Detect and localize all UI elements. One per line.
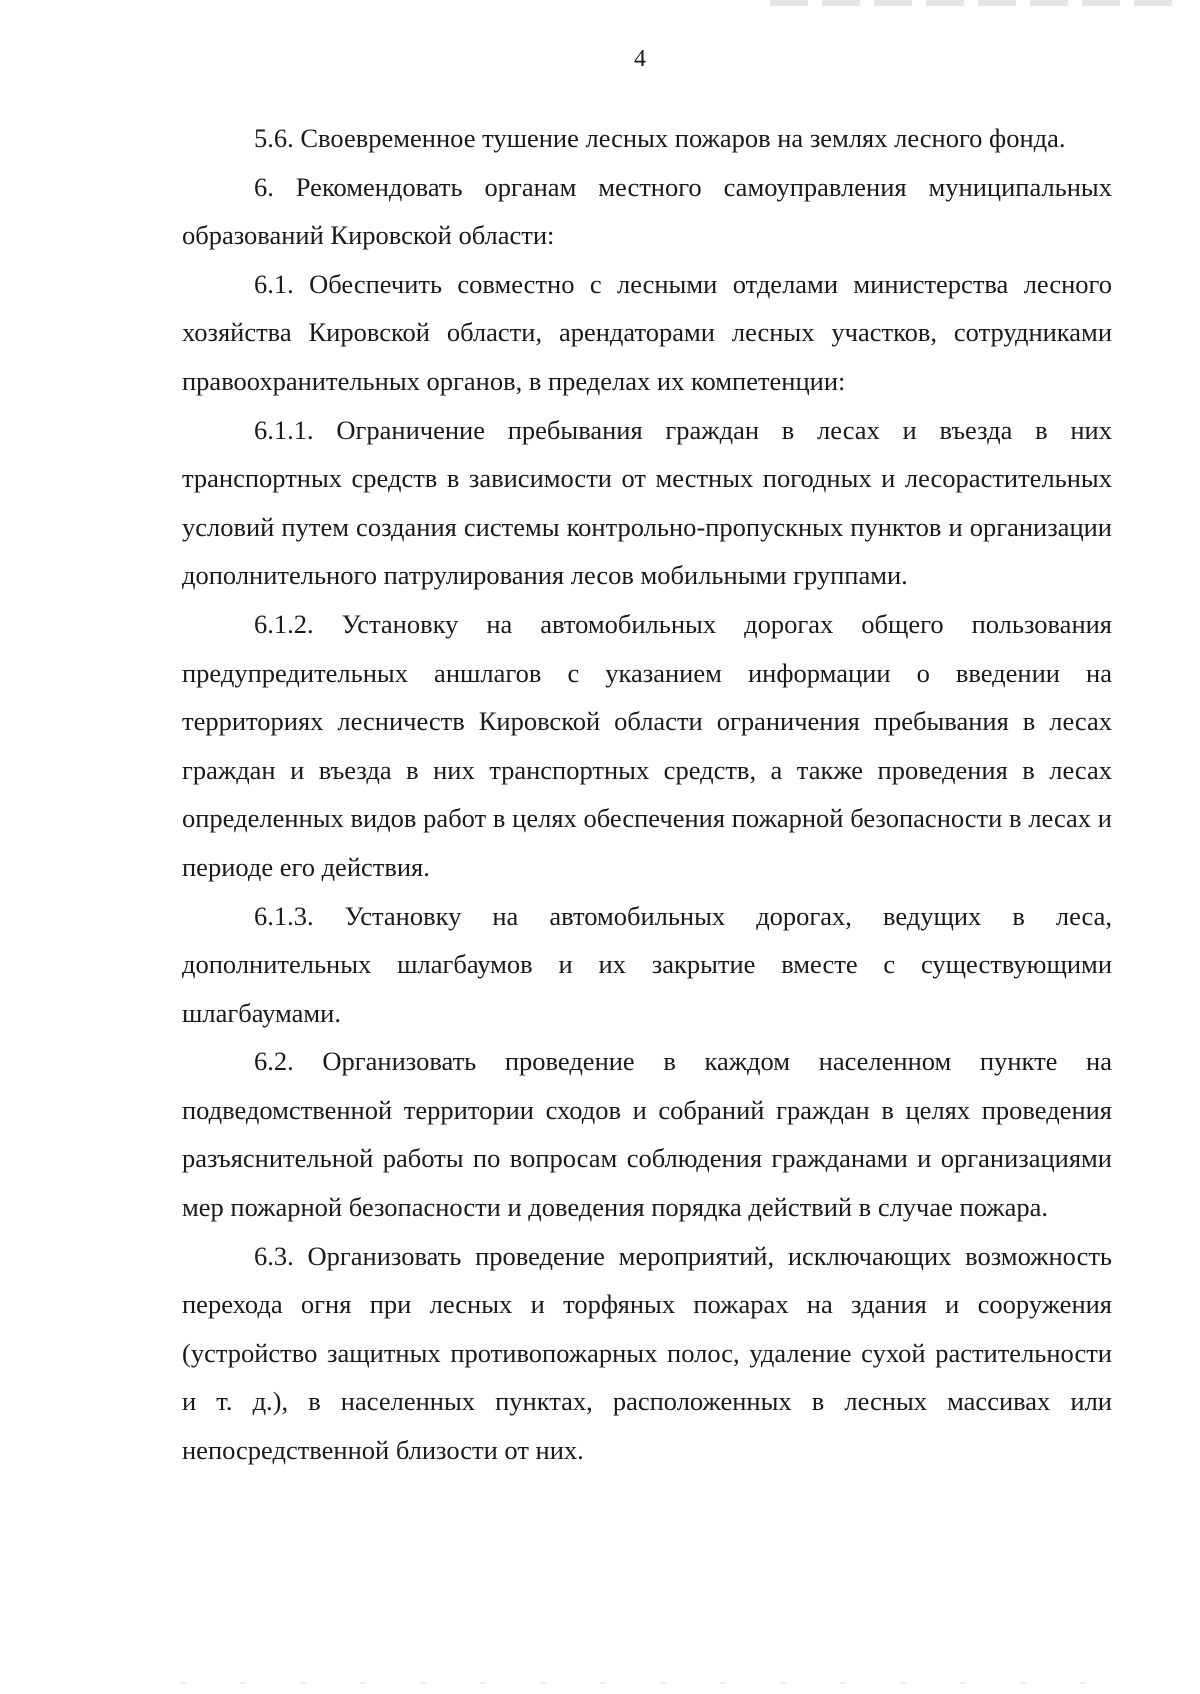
page-number: 4 (634, 46, 646, 72)
document-body (182, 114, 1112, 1475)
paragraph-6-1-3: 6.1.3. Установку на автомобильных дорогах, ведущих в леса, дополнительных шлагбаумов и их закрытие вместе с существующими шлагбаумами. (182, 900, 1112, 1028)
paragraph-6-3: 6.3. Организовать проведение мероприятий, исключающих возможность перехода огня при лесных и торфяных пожарах на здания и сооружения (устройство защитных противопожарных полос, удаление сухой растительности и т. д.), в населенных пунктах, расположенных в лесных массивах или непосредственной близости от них. (182, 1240, 1112, 1466)
scan-artifact (180, 1682, 1100, 1684)
paragraph-6: 6. Рекомендовать органам местного самоуправления муниципальных образований Кировской области: (182, 171, 1112, 251)
paragraph-6-1-1: 6.1.1. Ограничение пребывания граждан в лесах и въезда в них транспортных средств в зависимости от местных погодных и лесорастительных условий путем создания системы контрольно-пропускных пунктов и организации дополнительного патрулирования лесов мобильными группами. (182, 414, 1112, 591)
paragraph-6-1: 6.1. Обеспечить совместно с лесными отделами министерства лесного хозяйства Кировской области, арендаторами лесных участков, сотрудниками правоохранительных органов, в пределах их компетенции: (182, 268, 1112, 396)
paragraph-5-6: 5.6. Своевременное тушение лесных пожаров на землях лесного фонда. (254, 123, 1066, 153)
scan-artifact (770, 0, 1180, 6)
paragraph-6-2: 6.2. Организовать проведение в каждом населенном пункте на подведомственной территории сходов и собраний граждан в целях проведения разъяснительной работы по вопросам соблюдения гражданами и организациями мер пожарной безопасности и доведения порядка действий в случае пожара. (182, 1046, 1112, 1223)
paragraph-6-1-2: 6.1.2. Установку на автомобильных дорогах общего пользования предупредительных аншлагов с указанием информации о введении на территориях лесничеств Кировской области ограничения пребывания в лесах граждан и въезда в них транспортных средств, а также проведения в лесах определенных видов работ в целях обеспечения пожарной безопасности в лесах и периоде его действия. (182, 608, 1112, 882)
